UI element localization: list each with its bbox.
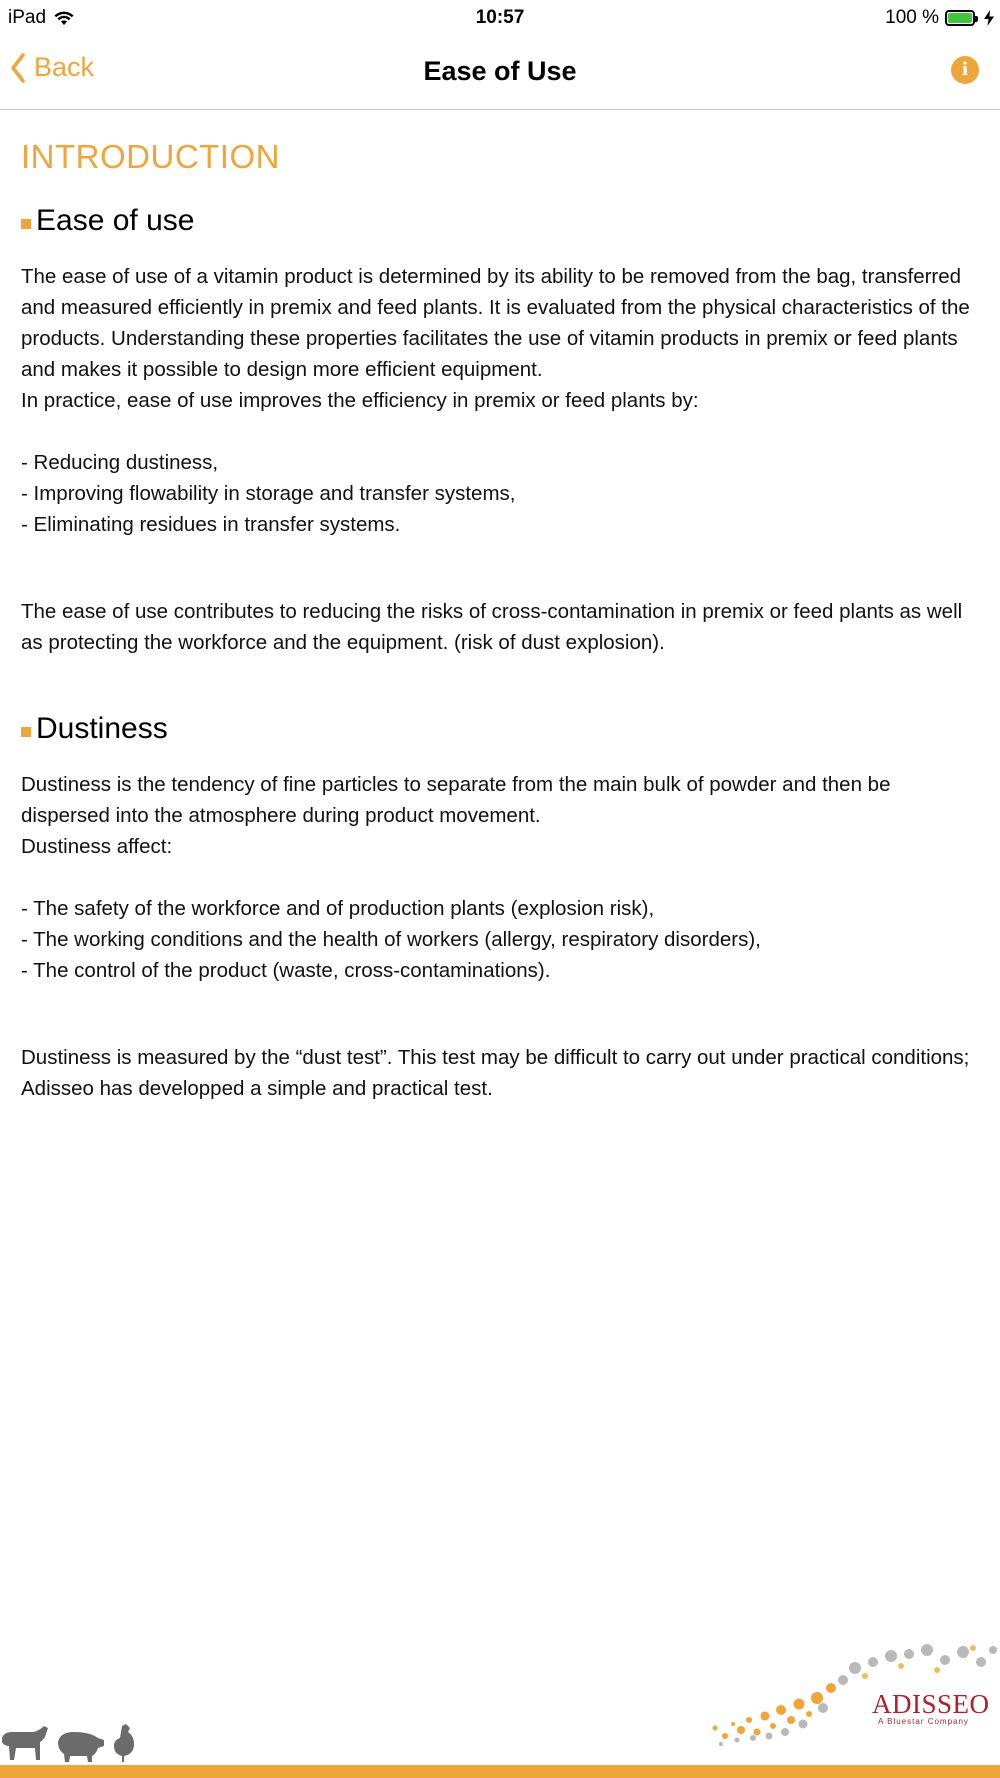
status-bar	[0, 0, 1000, 36]
section-lead-in: In practice, ease of use improves the efficiency in premix or feed plants by:	[21, 389, 699, 412]
brand-tagline: A Bluestar Company	[878, 1717, 969, 1726]
section-paragraph: The ease of use of a vitamin product is determined by its ability to be removed from the bag, transferred and measured efficiently in premix and feed plants. It is evaluated from the physical characteristics of the products. Understanding these properties facilitates the use of vitamin products in premix or feed plants and makes it possible to design more efficient equipment.	[21, 265, 970, 381]
footer-accent-bar	[0, 1765, 1000, 1778]
pig-icon	[58, 1732, 104, 1762]
section-closing-paragraph: The ease of use contributes to reducing the risks of cross-contamination in premix or feed plants as well as protecting the workforce and the equipment. (risk of dust explosion).	[21, 600, 963, 654]
section-dustiness	[21, 712, 981, 1104]
section-closing-paragraph: Dustiness is measured by the “dust test”. This test may be difficult to carry out under practical conditions; Adisseo has developped a simple and practical test.	[21, 1046, 970, 1100]
list-item: - Eliminating residues in transfer systems.	[21, 513, 401, 536]
chicken-icon	[114, 1724, 134, 1762]
status-time: 10:57	[475, 7, 525, 28]
back-label: Back	[34, 52, 95, 82]
section-list	[21, 893, 981, 986]
section-heading	[21, 204, 981, 238]
navigation-bar	[0, 36, 1000, 110]
section-list	[21, 447, 981, 540]
section-heading-text: Dustiness	[36, 712, 168, 745]
info-button[interactable]	[951, 56, 979, 84]
device-label: iPad	[8, 7, 47, 28]
square-bullet-icon	[21, 727, 31, 737]
list-item: - The safety of the workforce and of production plants (explosion risk),	[21, 897, 655, 920]
battery-icon	[945, 10, 975, 26]
charging-bolt-icon	[984, 10, 994, 26]
section-ease-of-use	[21, 204, 981, 658]
page-title: Ease of Use	[423, 56, 577, 86]
section-lead-in: Dustiness affect:	[21, 835, 173, 858]
brand-name: ADISSEO	[872, 1689, 990, 1719]
cow-icon	[2, 1726, 48, 1760]
intro-heading: INTRODUCTION	[21, 138, 280, 175]
animals-silhouette	[0, 1720, 140, 1766]
section-heading-text: Ease of use	[36, 204, 195, 237]
list-item: - Reducing dustiness,	[21, 451, 219, 474]
info-icon: i	[961, 59, 969, 80]
section-paragraph: Dustiness is the tendency of fine particles to separate from the main bulk of powder and then be dispersed into the atmosphere during product movement.	[21, 773, 891, 827]
list-item: - Improving flowability in storage and transfer systems,	[21, 482, 516, 505]
section-heading	[21, 712, 981, 746]
list-item: - The control of the product (waste, cross-contaminations).	[21, 959, 551, 982]
battery-percent: 100 %	[885, 7, 939, 28]
square-bullet-icon	[21, 219, 31, 229]
battery-fill	[948, 13, 972, 23]
list-item: - The working conditions and the health of workers (allergy, respiratory disorders),	[21, 928, 761, 951]
article-content	[21, 110, 981, 1104]
status-right	[885, 7, 994, 29]
